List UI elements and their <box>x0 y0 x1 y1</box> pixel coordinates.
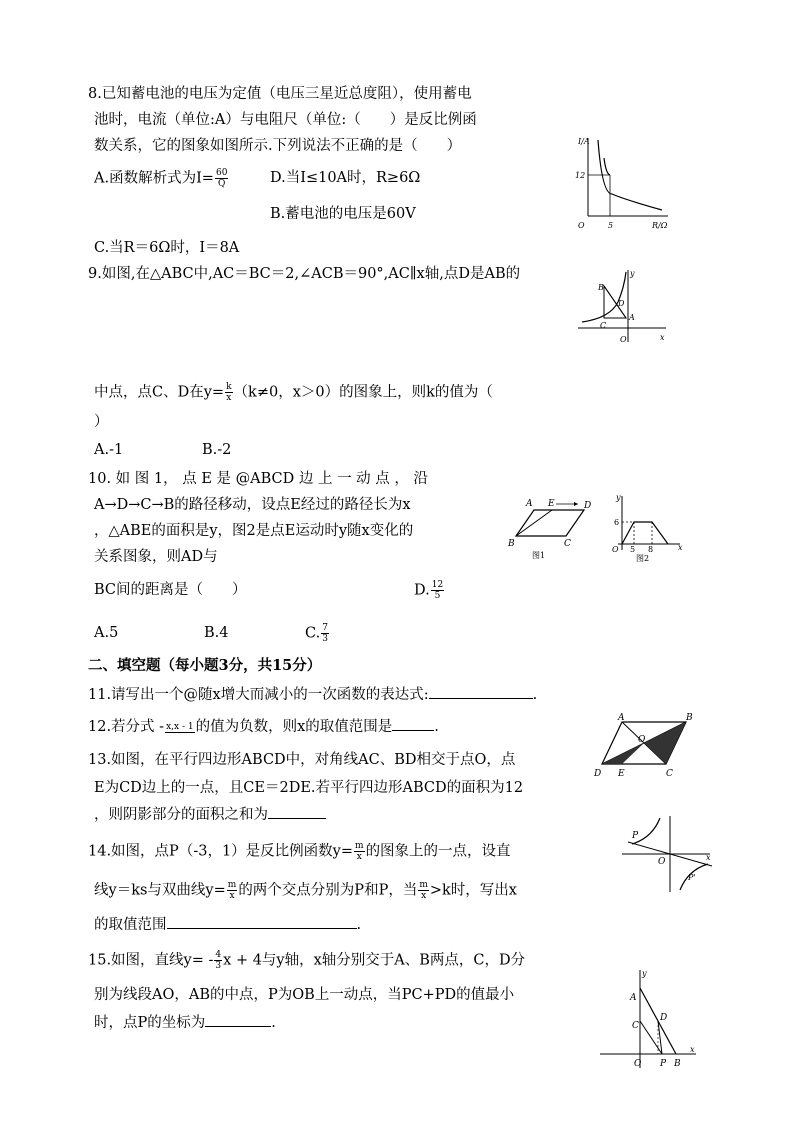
q8-xtick: 5 <box>608 221 614 230</box>
q8-line2: 池时，电流（单位:A）与电阻尺（单位:（ ）是反比例函 <box>94 112 477 128</box>
q14-frac3-num: m <box>419 880 428 890</box>
q10-option-d-label: D. <box>414 582 430 599</box>
q13-d: D <box>594 769 602 779</box>
q10-d-num: 12 <box>431 580 444 590</box>
q15-x: x <box>690 1045 695 1054</box>
q8-option-d: D.当I≤10A时，R≥6Ω <box>270 170 421 186</box>
q10-c-num: 7 <box>322 623 328 633</box>
q11-text: 11.请写出一个@随x增大而减小的一次函数的表达式: <box>88 687 429 703</box>
q15-graph <box>596 966 700 1072</box>
q15-line3-text: 时，点P的坐标为 <box>94 1015 206 1031</box>
q12-fraction <box>165 722 195 733</box>
q10-fig2-x: x <box>678 543 683 552</box>
q10-fig2-caption: 图2 <box>636 554 650 563</box>
q9-x: x <box>660 333 665 342</box>
q15-c: C <box>632 1021 639 1031</box>
q9-option-a: A.-1 <box>94 442 124 458</box>
q8-graph <box>574 134 674 234</box>
q10-fig2-xtick1: 5 <box>630 545 636 554</box>
q10-line2: A→D→C→B的路径移动，设点E经过的路径长为x <box>94 497 411 513</box>
q10-option-d-fraction <box>431 580 444 601</box>
q15-frac-num: 4 <box>215 950 222 960</box>
q12-post: 的值为负数，则x的取值范围是 <box>195 719 393 735</box>
q13-line2: E为CD边上的一点，且CE＝2DE.若平行四边形ABCD的面积为12 <box>94 780 524 796</box>
q10-line1: 10. 如 图 1， 点 E 是 @ABCD 边 上 一 动 点 ， 沿 <box>88 471 429 487</box>
q15-b: B <box>674 1059 681 1069</box>
q8-xlabel: R/Ω <box>652 221 668 230</box>
q10-fig1-a: A <box>526 499 533 509</box>
q14-p: P <box>632 831 639 841</box>
q15-answer-blank <box>205 1012 271 1027</box>
q10-line4: 关系图象，则AD与 <box>94 549 218 565</box>
q9-d: D <box>618 299 625 308</box>
q10-option-c-fraction <box>321 623 329 644</box>
q14-p2: P' <box>688 873 696 882</box>
q8-option-a <box>94 168 229 189</box>
q13-line3 <box>94 804 326 825</box>
q15-fraction <box>214 950 222 971</box>
section-2-heading: 二、填空题（每小题3分，共15分） <box>88 657 322 674</box>
q8-line3: 数关系，它的图象如图所示.下列说法不正确的是（ ） <box>94 138 462 154</box>
q8-option-a-label: A.函数解析式为I= <box>94 170 214 187</box>
q12-pre: 12.若分式 - <box>88 719 165 735</box>
q13-e: E <box>618 769 625 779</box>
q13-parallelogram <box>592 712 702 784</box>
q15-y: y <box>642 969 647 978</box>
q9-line1: 9.如图,在△ABC中,AC＝BC＝2,∠ACB＝90°,AC∥x轴,点D是AB的 <box>88 266 521 282</box>
q14-line2 <box>94 880 517 901</box>
q10-option-a: A.5 <box>94 625 119 641</box>
q14-fraction-1 <box>354 841 365 862</box>
q13-a: A <box>618 713 625 723</box>
q10-line5: BC间的距离是（ ） <box>94 582 247 598</box>
q9-graph <box>574 266 674 350</box>
q10-fig2-y: y <box>616 493 621 502</box>
q14-line3-text: 的取值范围 <box>94 917 167 933</box>
q13-c: C <box>666 769 673 779</box>
q14-frac1-den: x <box>356 852 362 862</box>
q11-line: 11.请写出一个@随x增大而减小的一次函数的表达式: . <box>88 684 537 705</box>
q14-line2-mid: 的两个交点分别为P和P，当 <box>238 882 418 899</box>
q13-o: O <box>638 735 646 745</box>
q10-fig1-c: C <box>564 539 571 549</box>
q13-line1: 13.如图，在平行四边形ABCD中，对角线AC、BD相交于点O，点 <box>88 752 516 768</box>
q10-fig2-ytick: 6 <box>614 518 620 527</box>
q15-a: A <box>630 993 637 1003</box>
q9-line2 <box>94 382 493 403</box>
q10-d-den: 5 <box>434 591 441 601</box>
q14-frac1-num: m <box>355 841 364 851</box>
q13-b: B <box>686 713 693 723</box>
q15-frac-den: 3 <box>215 961 222 971</box>
q10-figure1 <box>504 494 600 564</box>
q10-line3: ，△ABE的面积是y，图2是点E运动时y随x变化的 <box>94 523 414 539</box>
q9-o: O <box>620 335 627 344</box>
q15-line1 <box>88 950 525 971</box>
q9-line2-post: （k≠0，x＞0）的图象上，则k的值为（ <box>233 384 493 401</box>
q14-line2-post: >k时，写出x <box>429 882 517 899</box>
q12-answer-blank <box>392 716 434 731</box>
q10-fig1-d: D <box>584 501 592 511</box>
q8-origin: O <box>578 221 585 230</box>
q9-a: A <box>629 313 635 322</box>
q12-frac-num: x,x - 1 <box>166 721 194 732</box>
q13-line3-text: ，则阴影部分的面积之和为 <box>94 807 268 823</box>
q10-option-b: B.4 <box>204 625 229 641</box>
q9-y: y <box>630 269 635 278</box>
q9-c: C <box>600 321 607 330</box>
q9-frac-den: x <box>226 393 232 403</box>
q8-option-b: B.蓄电池的电压是60V <box>270 206 416 222</box>
q9-b: B <box>598 283 604 292</box>
q14-fraction-3 <box>418 880 429 901</box>
q8-ylabel: I/A <box>578 137 590 146</box>
q15-line1-post: x + 4与y轴，x轴分别交于A、B两点，C，D分 <box>223 952 526 969</box>
q10-fig1-b: B <box>508 539 515 549</box>
q9-option-b: B.-2 <box>202 442 232 458</box>
q9-frac-num: k <box>226 382 232 392</box>
q14-answer-blank <box>167 914 357 929</box>
q10-fig1-e: E <box>548 499 555 509</box>
q15-d: D <box>660 1013 668 1023</box>
q8-line1: 8.已知蓄电池的电压为定值（电压三星近总度阻），使用蓄电 <box>88 86 472 102</box>
q14-frac2-den: x <box>229 891 235 901</box>
q8-ytick: 12 <box>575 171 586 180</box>
q14-line3: 的取值范围 . <box>94 914 361 935</box>
q14-graph <box>618 814 716 894</box>
q14-line1-post: 的图象上的一点，设直 <box>365 843 511 860</box>
q8-option-c: C.当R＝6Ω时，I＝8A <box>94 240 240 256</box>
q14-frac3-den: x <box>421 891 427 901</box>
q15-p: P <box>660 1059 667 1069</box>
q10-fig2-o: O <box>612 545 619 554</box>
q9-line3: ） <box>94 414 109 430</box>
q15-line1-pre: 15.如图，直线y= - <box>88 952 214 969</box>
q14-fraction-2 <box>227 880 238 901</box>
q9-fraction <box>225 382 232 403</box>
q11-answer-blank <box>429 684 533 699</box>
q10-c-den: 3 <box>322 634 328 644</box>
q15-line2: 别为线段AO，AB的中点，P为OB上一动点，当PC+PD的值最小 <box>94 987 515 1003</box>
q10-fig1-caption: 图1 <box>532 551 546 560</box>
q10-option-c-label: C. <box>305 625 321 642</box>
q15-line3: 时，点P的坐标为 . <box>94 1012 276 1033</box>
q10-option-c <box>305 623 330 644</box>
q10-option-d <box>414 580 445 601</box>
q8-frac-den: Q <box>218 179 226 189</box>
q15-o: O <box>634 1059 642 1069</box>
q14-line1-pre: 14.如图，点P（-3，1）是反比例函数y= <box>88 843 354 860</box>
q14-line1 <box>88 841 511 862</box>
q14-x: x <box>706 853 711 862</box>
q8-frac-num: 60 <box>215 168 228 178</box>
q14-o: O <box>658 857 666 867</box>
q14-frac2-num: m <box>227 880 237 890</box>
q10-figure2 <box>608 492 688 564</box>
q9-line2-pre: 中点，点C、D在y= <box>94 384 225 401</box>
q14-line2-pre: 线y＝ks与双曲线y= <box>94 882 226 899</box>
q12-line: 12.若分式 - x,x - 1 的值为负数，则x的取值范围是 . <box>88 716 439 737</box>
q13-answer-blank <box>268 804 326 819</box>
q10-fig2-xtick2: 8 <box>648 545 654 554</box>
q8-option-a-fraction <box>215 168 228 189</box>
